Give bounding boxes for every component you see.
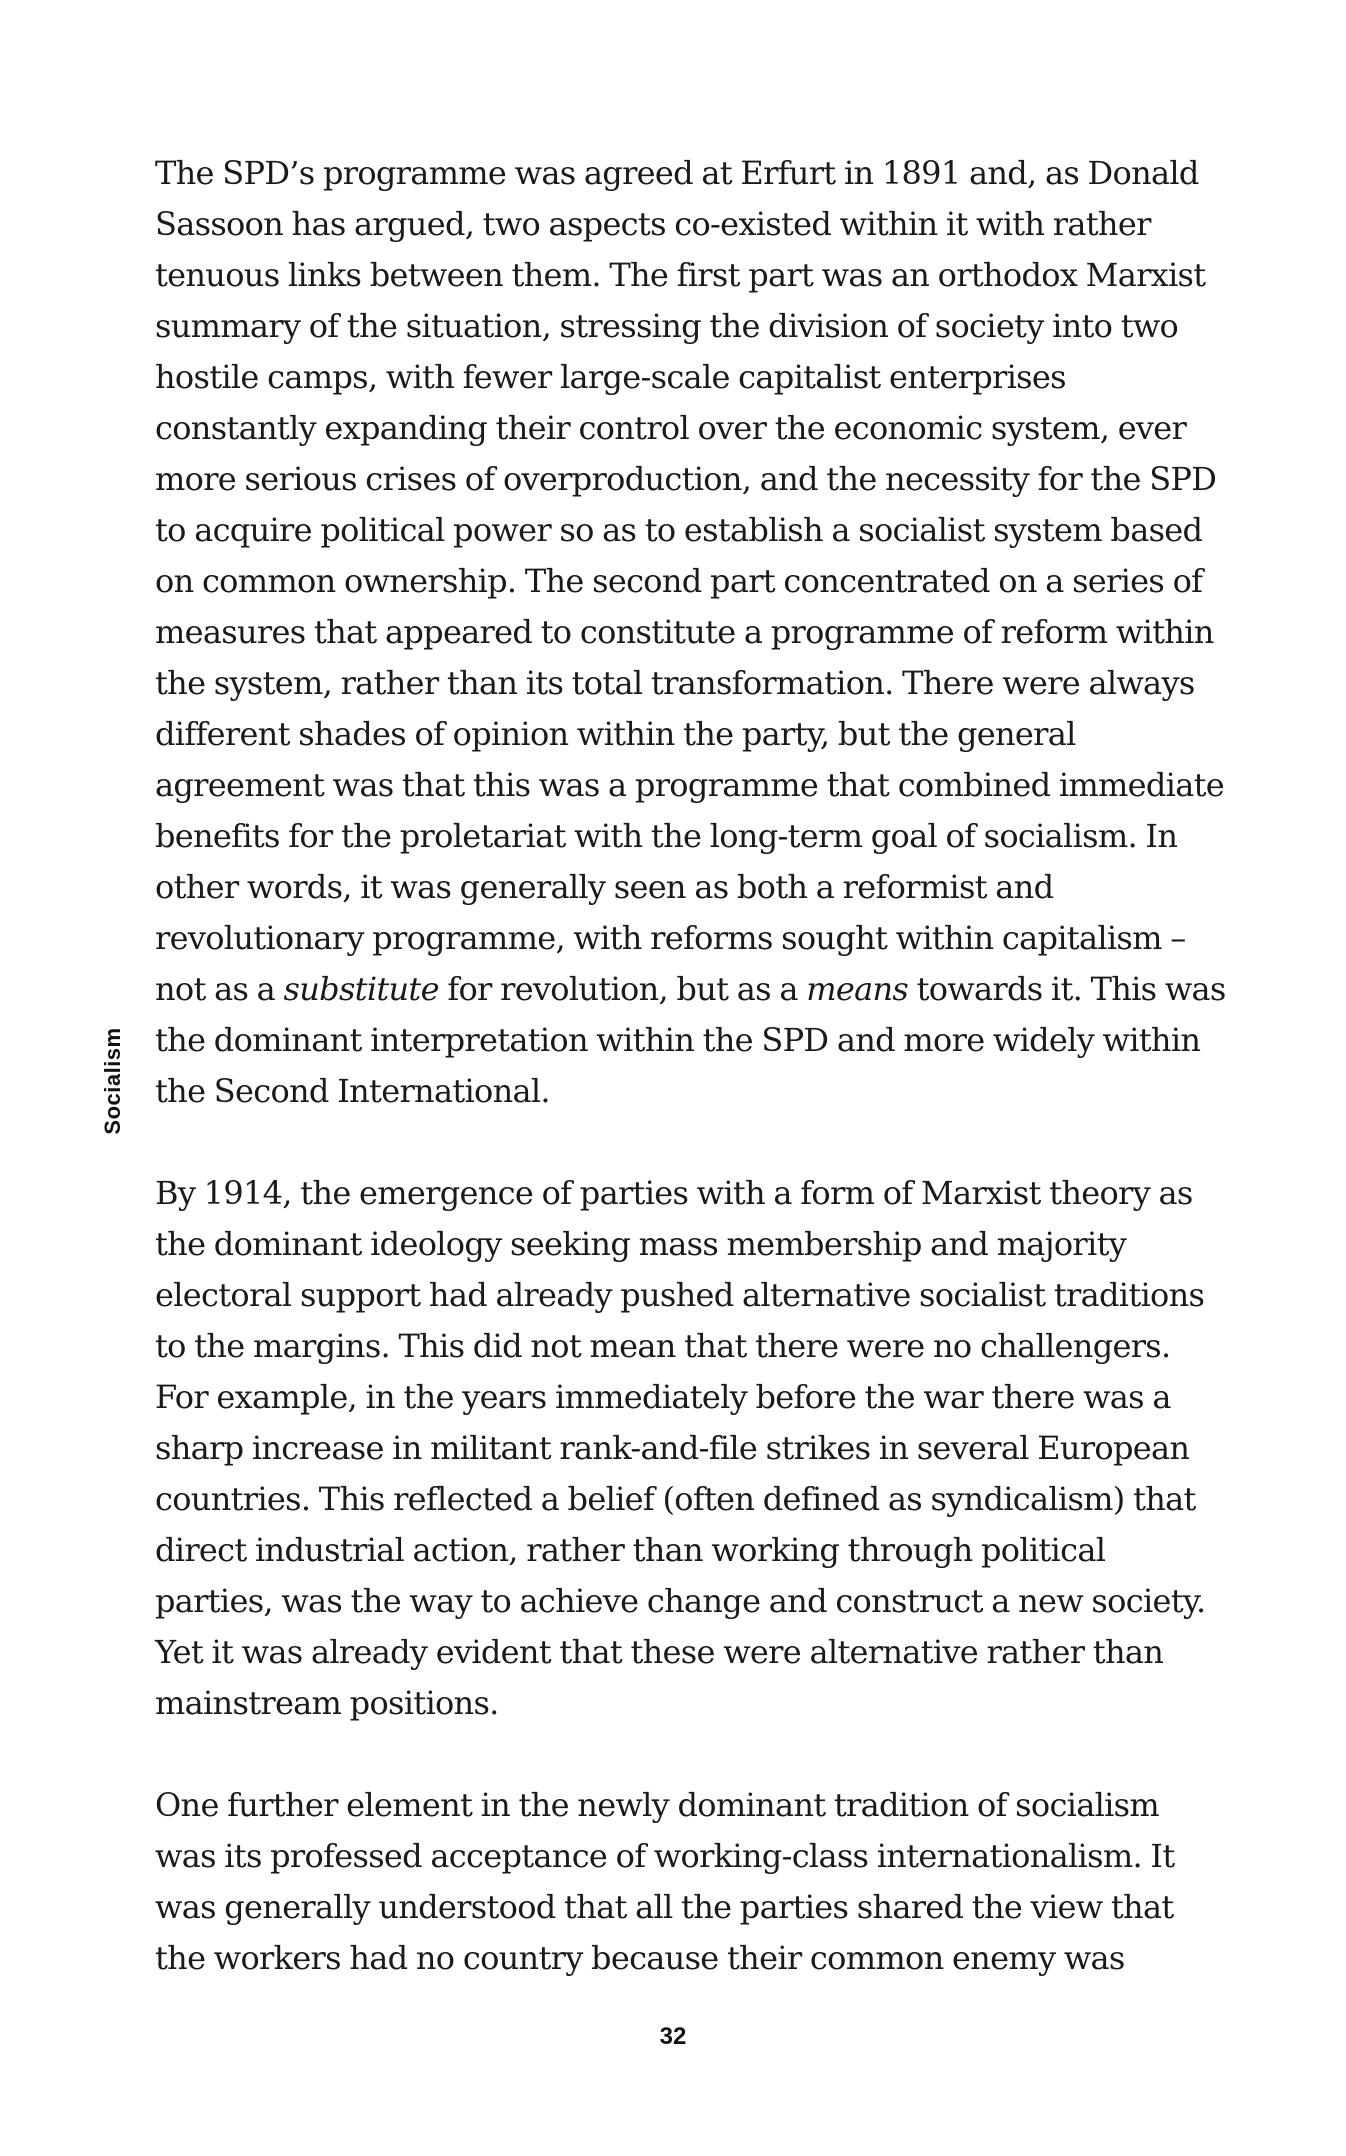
paragraph-text: towards it. This was the dominant interpretation within the SPD and more widely within the Second International. xyxy=(155,970,1226,1110)
paragraph-by-1914: By 1914, the emergence of parties with a form of Marxist theory as the dominant ideology seeking mass membership and majority electoral support had already pushed alternative socialist traditions to the margins. This did not mean that there were no challengers. For example, in the years immediately before the war there was a sharp increase in militant rank-and-file strikes in several European countries. This reflected a belief (often defined as syndicalism) that direct industrial action, rather than working through political parties, was the way to achieve change and construct a new society. Yet it was already evident that these were alternative rather than mainstream positions. xyxy=(155,1174,1206,1722)
paragraph-spd-programme xyxy=(155,148,1227,1117)
italic-emphasis-means: means xyxy=(806,970,909,1008)
paragraph-text: for revolution, but as a xyxy=(438,970,807,1008)
page-number: 32 xyxy=(659,2023,687,2050)
paragraph-text: The SPD’s programme was agreed at Erfurt in 1891 and, as Donald Sassoon has argued, two aspects co-existed within it with rather tenuous links between them. The first part was an orthodox Marxist summary of the situation, stressing the division of society into two hostile camps, with fewer large-scale capitalist enterprises constantly expanding their control over the economic system, ever more serious crises of overproduction, and the necessity for the SPD to acquire political power so as to establish a socialist system based on common ownership. The second part concentrated on a series of measures that appeared to constitute a programme of reform within the system, rather than its total transformation. There were always different shades of opinion within the party, but the general agreement was that this was a programme that combined immediate benefits for the proletariat with the long-term goal of socialism. In other words, it was generally seen as both a reformist and revolutionary programme, with reforms sought within capitalism – not as a xyxy=(155,154,1224,1008)
running-head: Socialism xyxy=(100,1027,125,1135)
italic-emphasis-substitute: substitute xyxy=(283,970,439,1008)
paragraph-internationalism: One further element in the newly dominant tradition of socialism was its professed acceptance of working-class internationalism. It was generally understood that all the parties shared the view that the workers had no country because their common enemy was xyxy=(155,1786,1175,1977)
body-text xyxy=(155,148,1227,1984)
